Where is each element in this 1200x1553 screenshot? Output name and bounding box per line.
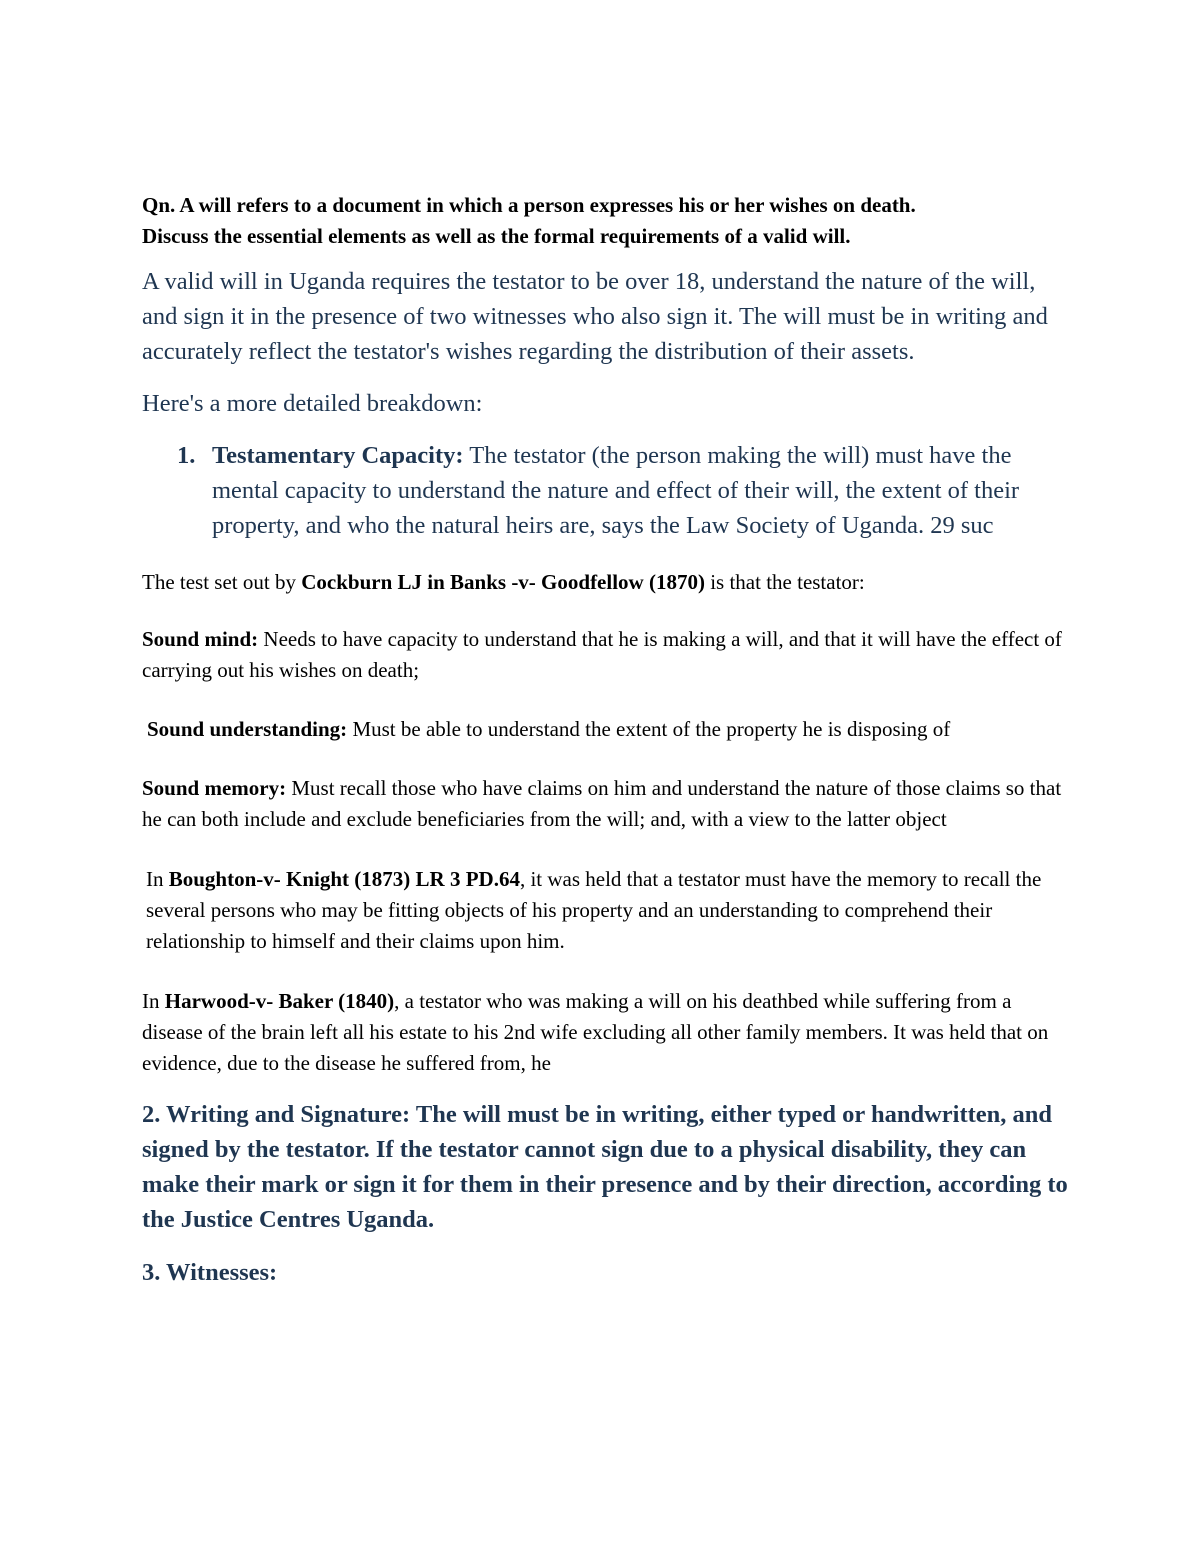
question-line-1: Qn. A will refers to a document in which a person expresses his or her wishes on death. — [142, 193, 916, 217]
boughton-paragraph — [142, 864, 1072, 957]
intro-paragraph: A valid will in Uganda requires the testator to be over 18, understand the nature of the will, and sign it in the presence of two witnesses who also sign it. The will must be in writing and accurately reflect the testator's wishes regarding the distribution of their assets. — [142, 268, 1048, 365]
harwood-prefix: In — [142, 989, 165, 1013]
item2-text: The will must be in writing, either typed or handwritten, and signed by the testator. If the testator cannot sign due to a physical disability, they can make their mark or sign it for them in their presence and by their direction, according to the Justice Centres Uganda. — [142, 1101, 1068, 1233]
boughton-case: Boughton-v- Knight (1873) LR 3 PD.64 — [168, 867, 520, 891]
test-paragraph — [142, 567, 1072, 598]
item-writing-signature — [142, 1097, 1072, 1237]
item-witnesses — [142, 1255, 1072, 1290]
sound-mind-paragraph — [142, 624, 1072, 686]
question-line-2: Discuss the essential elements as well as the formal requirements of a valid will. — [142, 224, 851, 248]
case-name: Cockburn LJ in Banks -v- Goodfellow (1870) — [301, 570, 705, 594]
breakdown-heading: Here's a more detailed breakdown: — [142, 390, 483, 417]
document-body — [142, 190, 1072, 1290]
harwood-case: Harwood-v- Baker (1840) — [164, 989, 395, 1013]
harwood-text: , a testator who was making a will on his deathbed while suffering from a disease of the brain left all his estate to his 2nd wife excluding all other family members. It was held that on evidence, due to the disease he suffered from, he — [142, 989, 1049, 1075]
boughton-prefix: In — [146, 867, 169, 891]
item-title: Testamentary Capacity: — [212, 442, 464, 469]
item-testamentary-capacity — [142, 438, 1072, 543]
sound-memory-text: Must recall those who have claims on him and understand the nature of those claims so that he can both include and exclude beneficiaries from the will; and, with a view to the latter object — [142, 776, 1062, 831]
sound-understanding-paragraph — [142, 714, 1072, 745]
test-suffix: is that the testator: — [704, 570, 865, 594]
sound-memory-paragraph — [142, 773, 1072, 835]
question-text — [142, 190, 1072, 252]
sound-memory-label: Sound memory: — [142, 776, 287, 800]
test-prefix: The test set out by — [142, 570, 302, 594]
sound-mind-text: Needs to have capacity to understand that he is making a will, and that it will have the effect of carrying out his wishes on death; — [142, 627, 1062, 682]
item-number: 1. — [177, 442, 196, 469]
sound-understanding-label: Sound understanding: — [147, 717, 348, 741]
harwood-paragraph — [142, 986, 1072, 1079]
boughton-text: , it was held that a testator must have the memory to recall the several persons who may be fitting objects of his property and an understanding to comprehend their relationship to himself and their claims upon him. — [146, 867, 1042, 953]
sound-mind-label: Sound mind: — [142, 627, 259, 651]
item-text: The testator (the person making the will) must have the mental capacity to understand the nature and effect of their will, the extent of their property, and who the natural heirs are, says the Law Society of Uganda. 29 suc — [212, 442, 1020, 539]
item3-title: 3. Witnesses: — [142, 1259, 278, 1286]
sound-understanding-text: Must be able to understand the extent of the property he is disposing of — [347, 717, 951, 741]
item2-title: 2. Writing and Signature: — [142, 1101, 411, 1128]
